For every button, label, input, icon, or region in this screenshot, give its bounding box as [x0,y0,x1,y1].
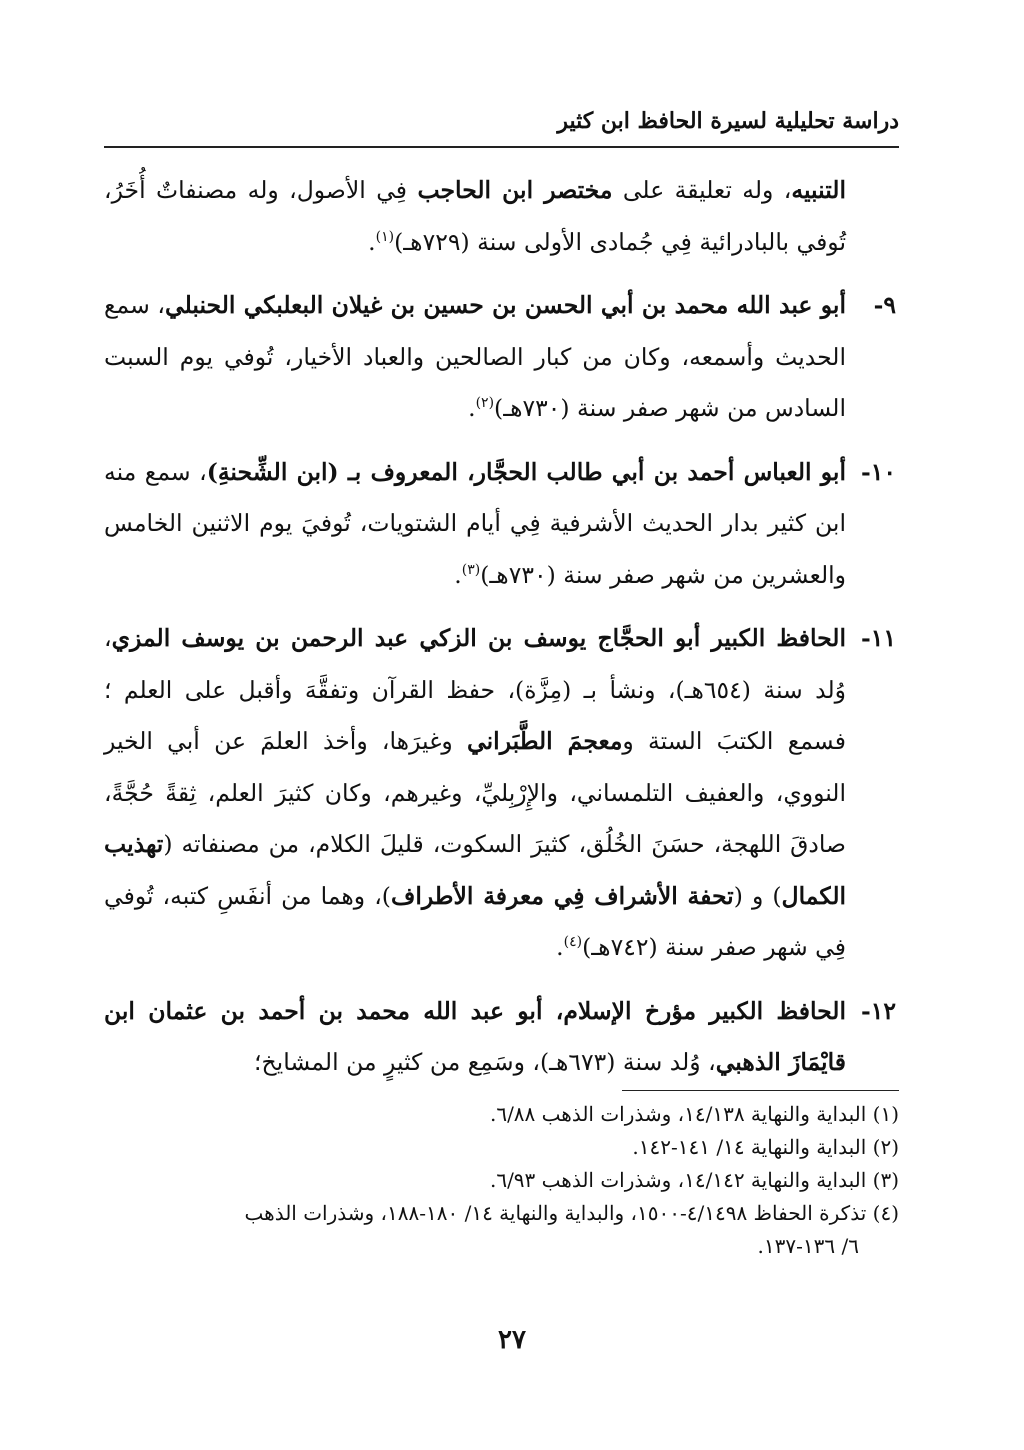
paragraph-text: فِي الأصول، وله مصنفاتٌ أُخَرُ، تُوفي بالبادرائية فِي جُمادى الأولى سنة (٧٢٩هـ) [104,176,846,256]
entry-text: ، وُلد سنة (٦٥٤هـ)، ونشأ بـ (مِزَّة)، حفظ القرآن وتفقَّهَ وأقبل على العلم ؛ فسمع الكتبَ الستة و [104,624,846,755]
bold-term: التنبيه [791,176,846,204]
header-rule [104,146,899,148]
footnote-4: (٤) تذكرة الحفاظ ٤/١٤٩٨-١٥٠٠، والبداية والنهاية ١٤/ ١٨٠-١٨٨، وشذرات الذهب [244,1201,899,1225]
entry-number: ١٠- [860,457,896,486]
entry-text: )، وهما من أنفَسِ كتبه، تُوفي فِي شهر صفر سنة (٧٤٢هـ) [104,881,846,961]
footnote-1: (١) البداية والنهاية ١٤/١٣٨، وشذرات الذهب ٦/٨٨. [489,1102,899,1126]
entry-text: ، وُلد سنة (٦٧٣هـ)، وسَمِع من كثيرٍ من المشايخ؛ [254,1048,716,1076]
entry-12 [104,986,896,1089]
entry-name: الحافظ الكبير أبو الحجَّاج يوسف بن الزكي عبد الرحمن بن يوسف المزي [111,624,846,652]
footnotes [104,1098,899,1263]
entry-9 [104,280,896,435]
entry-name: أبو عبد الله محمد بن أبي الحسن بن حسين بن غيلان البعلبكي الحنبلي [164,291,846,319]
entry-text: ) و ( [733,881,782,910]
entry-number: ١٢- [860,996,896,1025]
footnote-ref[interactable]: (٣) [461,561,481,578]
entry-name: أبو العباس أحمد بن أبي طالب الحجَّار، المعروف بـ (ابن الشِّحنةِ) [206,457,846,486]
entry-end: . [468,394,476,422]
entry-end: . [454,560,462,589]
bold-term: معجمَ الطَّبَراني [467,727,623,755]
bold-term: تحفة الأشراف فِي معرفة الأطراف [390,881,734,910]
entry-text: وغيرَها، وأخذ العلمَ عن أبي الخير النووي، والعفيف التلمساني، والإِرْبِليِّ، وغيرهم، وكان كثيرَ العلم، ثِقةً حُجَّةً، صادقَ اللهجة، حسَنَ الخُلُق، كثيرَ السكوت، قليلَ الكلام، من مصنفاته ( [104,727,846,858]
entry-text: ، سمع الحديث وأسمعه، وكان من كبار الصالحين والعباد الأخيار، تُوفي يوم السبت السادس من شهر صفر سنة (٧٣٠هـ) [104,291,846,422]
body-text [104,165,896,1089]
entry-10 [104,447,896,602]
footnote-3: (٣) البداية والنهاية ١٤/١٤٢، وشذرات الذهب ٦/٩٣. [489,1168,899,1192]
bold-term: مختصر ابن الحاجب [417,176,613,204]
footnote-ref[interactable]: (١) [375,228,395,245]
entry-name: الحافظ الكبير مؤرخ الإسلام، أبو عبد الله محمد بن أحمد بن عثمان ابن قايْمَازَ الذهبي [104,996,846,1076]
page-number: ٢٧ [498,1325,526,1355]
intro-paragraph [104,165,846,268]
running-header: دراسة تحليلية لسيرة الحافظ ابن كثير [557,108,899,134]
entry-text: ، سمع منه ابن كثير بدار الحديث الأشرفية فِي أيام الشتويات، تُوفيَ يوم الاثنين الخامس والعشرين من شهر صفر سنة (٧٣٠هـ) [104,457,846,589]
footnote-4-continued: ٦/ ١٣٦-١٣٧. [757,1234,859,1258]
footnote-rule [622,1090,899,1091]
footnote-ref[interactable]: (٢) [475,395,495,412]
entry-number: ٩- [873,291,896,319]
entry-end: . [556,933,564,961]
paragraph-text: ، وله تعليقة على [612,176,792,204]
entry-number: ١١- [860,624,896,652]
footnote-2: (٢) البداية والنهاية ١٤/ ١٤١-١٤٢. [632,1135,899,1159]
footnote-ref[interactable]: (٤) [563,934,583,951]
bold-term: تهذيب الكمال [104,830,847,910]
paragraph-end: . [368,227,376,256]
entry-11 [104,613,896,974]
